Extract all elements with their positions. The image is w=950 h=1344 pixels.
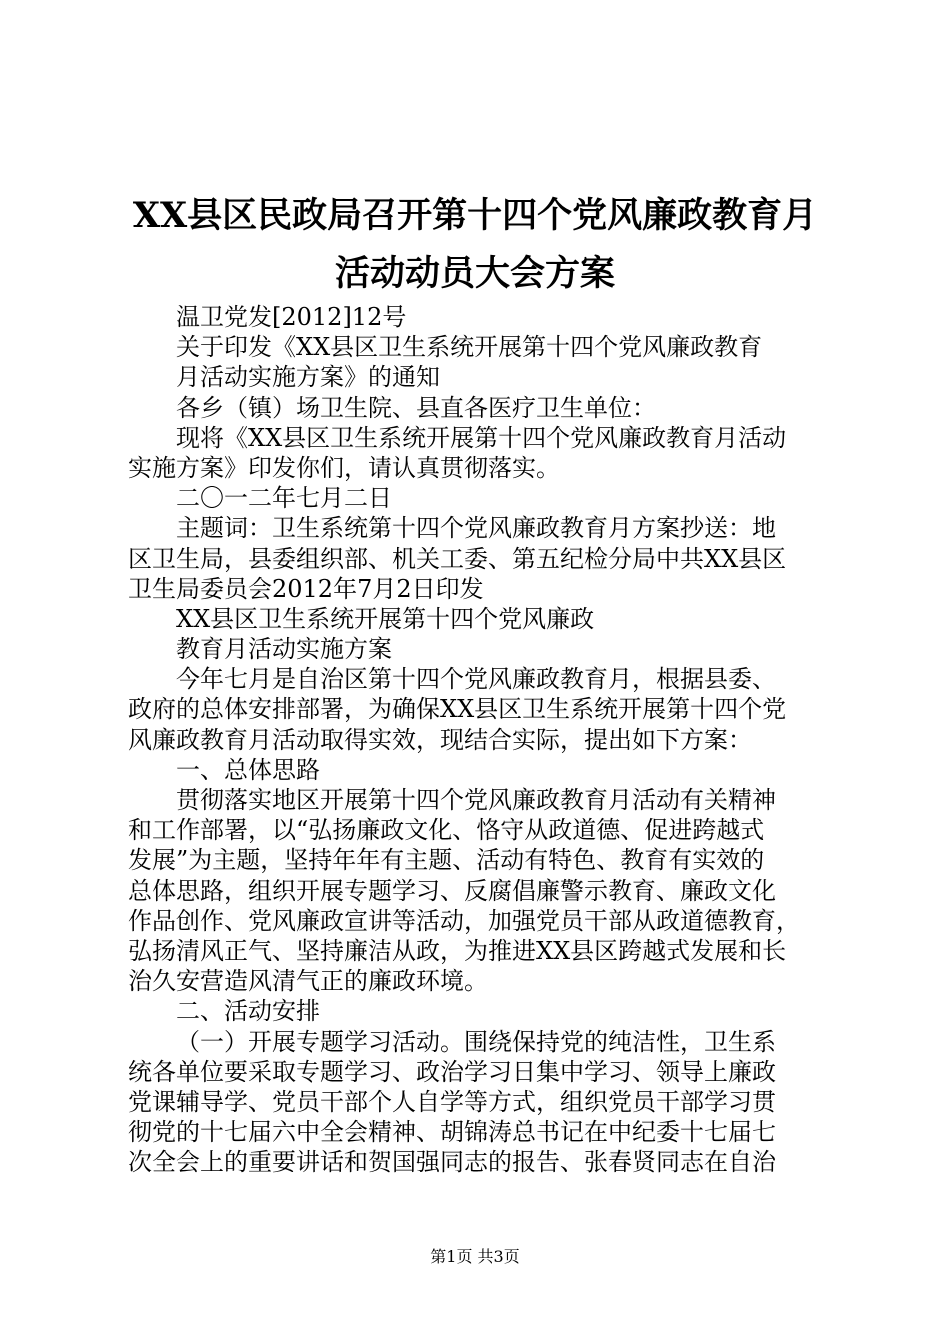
page-footer: 第1页 共3页	[430, 1247, 520, 1266]
notice-title-line: 关于印发《XX县区卫生系统开展第十四个党风廉政教育	[176, 333, 763, 362]
document-title-line-2: 活动动员大会方案	[334, 253, 615, 294]
section-title-line: 教育月活动实施方案	[176, 635, 392, 664]
body-line: 总体思路，组织开展专题学习、反腐倡廉警示教育、廉政文化	[128, 876, 776, 905]
body-line: 卫生局委员会2012年7月2日印发	[128, 574, 484, 603]
body-line: 党课辅导学、党员干部个人自学等方式，组织党员干部学习贯	[128, 1087, 776, 1116]
body-line: （一）开展专题学习活动。围绕保持党的纯洁性，卫生系	[176, 1027, 776, 1056]
body-line: 作品创作、党风廉政宣讲等活动，加强党员干部从政道德教育，	[128, 906, 800, 935]
document-title-line-1: XX县区民政局召开第十四个党风廉政教育月	[132, 195, 818, 236]
body-line: 治久安营造风清气正的廉政环境。	[128, 967, 488, 996]
body-line: 和工作部署，以“弘扬廉政文化、恪守从政道德、促进跨越式	[128, 816, 765, 845]
body-line: 统各单位要采取专题学习、政治学习日集中学习、领导上廉政	[128, 1057, 776, 1086]
section-heading: 二、活动安排	[176, 997, 320, 1026]
body-line: 实施方案》印发你们，请认真贯彻落实。	[128, 453, 560, 482]
date-line: 二〇一二年七月二日	[176, 484, 392, 513]
doc-number: 温卫党发[2012]12号	[176, 303, 407, 331]
body-line: 彻党的十七届六中全会精神、胡锦涛总书记在中纪委十七届七	[128, 1118, 776, 1147]
section-title-line: XX县区卫生系统开展第十四个党风廉政	[176, 604, 595, 633]
body-line: 区卫生局，县委组织部、机关工委、第五纪检分局中共XX县区	[128, 544, 787, 573]
body-line: 政府的总体安排部署，为确保XX县区卫生系统开展第十四个党	[128, 695, 787, 724]
subject-words-line: 主题词：卫生系统第十四个党风廉政教育月方案抄送：地	[176, 514, 776, 543]
notice-title-line: 月活动实施方案》的通知	[176, 363, 440, 392]
body-line: 风廉政教育月活动取得实效，现结合实际，提出如下方案：	[128, 725, 752, 754]
addressee: 各乡（镇）场卫生院、县直各医疗卫生单位：	[176, 393, 656, 422]
section-heading: 一、总体思路	[176, 755, 320, 784]
body-line: 次全会上的重要讲话和贺国强同志的报告、张春贤同志在自治	[128, 1148, 776, 1177]
body-line: 弘扬清风正气、坚持廉洁从政，为推进XX县区跨越式发展和长	[128, 936, 787, 965]
document-body	[128, 302, 848, 1177]
body-line: 贯彻落实地区开展第十四个党风廉政教育月活动有关精神	[176, 786, 776, 814]
body-line: 今年七月是自治区第十四个党风廉政教育月，根据县委、	[176, 665, 776, 694]
body-line: 发展”为主题，坚持年年有主题、活动有特色、教育有实效的	[128, 846, 765, 875]
body-line: 现将《XX县区卫生系统开展第十四个党风廉政教育月活动	[176, 423, 787, 452]
